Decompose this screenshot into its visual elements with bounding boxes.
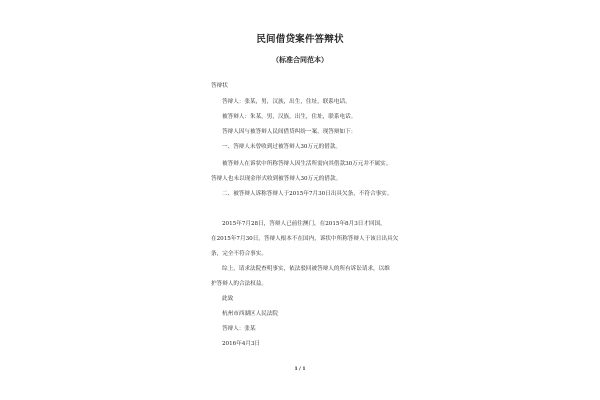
signature: 答辩人：张某 <box>222 326 256 332</box>
point-one-detail: 被答辩人在诉状中所称答辩人因生活所需向其借款30万元并不属实。 <box>222 161 392 167</box>
document-subtitle: （标准合同范本） <box>272 56 328 64</box>
salutation: 此致 <box>222 296 234 302</box>
conclusion-line-2: 护答辩人的合法权益。 <box>211 281 267 287</box>
page-number: 1 / 1 <box>294 367 306 372</box>
respondent-info: 答辩人：张某，男，汉族，出生，住址，联系电话。 <box>222 99 351 105</box>
court-name: 杭州市西湖区人民法院 <box>222 311 278 317</box>
intro-paragraph: 答辩人因与被答辩人民间借贷纠纷一案，现答辩如下： <box>222 129 357 135</box>
fact-line-3: 条，完全不符合事实。 <box>211 251 267 257</box>
point-one: 一、答辩人未曾收到过被答辩人30万元的借款。 <box>222 144 341 150</box>
conclusion-line-1: 综上，请求法院查明事实，依法驳回被答辩人的所有诉讼请求，以维 <box>222 266 390 272</box>
heading: 答辩状 <box>211 83 228 89</box>
fact-line-1: 2015年7月28日，答辩人已前往澳门，在2015年8月3日才回国， <box>222 221 386 227</box>
document-title: 民间借贷案件答辩状 <box>256 34 344 45</box>
point-two: 二、被答辩人诉称答辩人于2015年7月30日出具欠条，不符合事实。 <box>222 191 393 197</box>
date: 2016年4月3日 <box>222 341 261 347</box>
claimant-info: 被答辩人：朱某，男，汉族，出生，住址，联系电话。 <box>222 114 357 120</box>
point-one-detail-continued: 答辩人也未以现金形式收到被答辩人30万元的借款。 <box>211 176 342 182</box>
fact-line-2: 在2015年7月30日，答辩人根本不在国内，诉状中所称答辩人于该日出具欠 <box>211 236 399 242</box>
